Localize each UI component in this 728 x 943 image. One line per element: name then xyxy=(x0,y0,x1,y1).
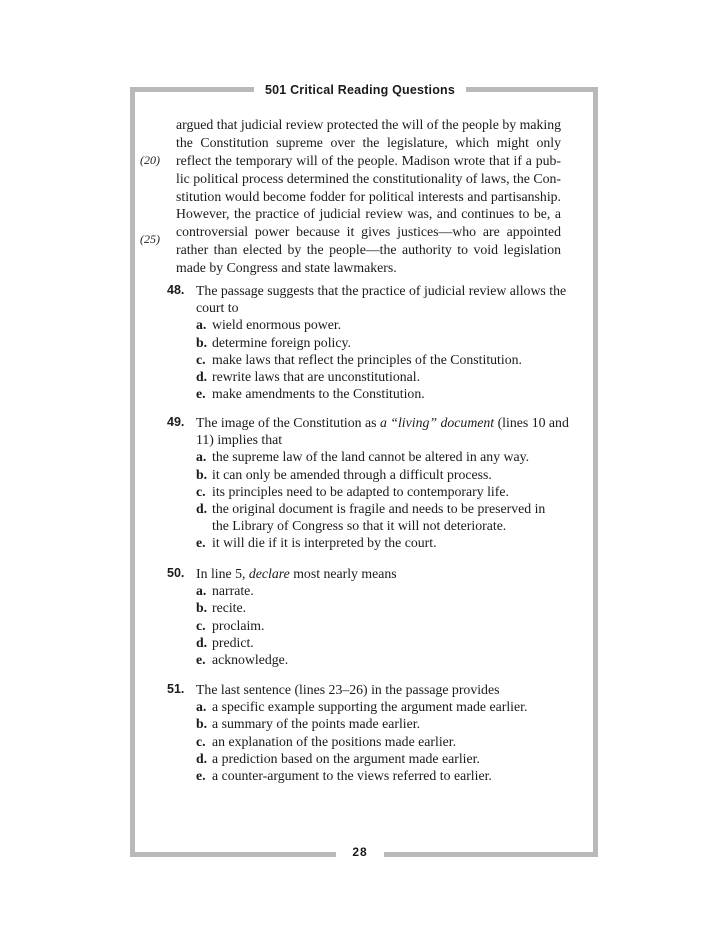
option-a[interactable]: a. a specific example supporting the argument made earlier. xyxy=(196,699,528,715)
passage-text xyxy=(176,116,561,277)
option-b[interactable]: b. determine foreign policy. xyxy=(196,334,351,350)
passage-line: made by Congress and state lawmakers. xyxy=(176,260,397,276)
option-text: the supreme law of the land cannot be altered in any way. xyxy=(212,449,530,465)
passage-line: stitution would become fodder for political interests and partisanship. xyxy=(176,188,561,204)
passage-line: rather than elected by the people—the authority to void legislation xyxy=(176,242,561,258)
option-text: it will die if it is interpreted by the court. xyxy=(212,535,437,551)
option-text-continued: the Library of Congress so that it will not deteriorate. xyxy=(212,518,507,534)
option-text: an explanation of the positions made earlier. xyxy=(212,733,457,749)
line-number-20: (20) xyxy=(140,152,160,167)
question-51 xyxy=(167,681,567,784)
question-number: 50. xyxy=(167,566,185,580)
question-number: 48. xyxy=(167,283,185,297)
option-text: a summary of the points made earlier. xyxy=(212,716,421,732)
option-text: a prediction based on the argument made earlier. xyxy=(212,750,480,766)
option-c[interactable]: c. its principles need to be adapted to contemporary life. xyxy=(196,483,509,499)
option-e[interactable]: e. it will die if it is interpreted by the court. xyxy=(196,535,437,551)
option-text: a specific example supporting the argument made earlier. xyxy=(212,699,528,715)
option-text: predict. xyxy=(212,634,254,650)
page-number: 28 xyxy=(336,843,384,861)
question-stem: In line 5, declare most nearly means xyxy=(196,566,397,581)
passage-line: argued that judicial review protected the will of the people by making xyxy=(176,117,561,132)
option-text: it can only be amended through a difficult process. xyxy=(212,466,492,482)
option-text: make amendments to the Constitution. xyxy=(212,386,425,402)
question-stem: The last sentence (lines 23–26) in the passage provides xyxy=(196,682,500,697)
question-number: 51. xyxy=(167,682,185,696)
option-e[interactable]: e. acknowledge. xyxy=(196,652,289,668)
question-49 xyxy=(167,414,567,552)
option-text: rewrite laws that are unconstitutional. xyxy=(212,369,421,385)
option-a[interactable]: a. the supreme law of the land cannot be altered in any way. xyxy=(196,449,530,465)
option-c[interactable]: c. make laws that reflect the principles of the Constitution. xyxy=(196,351,522,367)
option-text: its principles need to be adapted to contemporary life. xyxy=(212,483,509,499)
option-e[interactable]: e. make amendments to the Constitution. xyxy=(196,386,425,402)
passage-line: However, the practice of judicial review was, and continues to be, a xyxy=(176,206,561,222)
passage-line: the Constitution supreme over the legislature, which might only xyxy=(176,134,561,150)
option-c[interactable]: c. proclaim. xyxy=(196,617,265,633)
option-text: make laws that reflect the principles of the Constitution. xyxy=(212,351,522,367)
line-number-25: (25) xyxy=(140,232,160,247)
option-text: the original document is fragile and needs to be preserved in xyxy=(212,501,546,517)
passage-line: reflect the temporary will of the people. Madison wrote that if a pub- xyxy=(176,152,561,168)
passage-line: controversial power because it gives justices—who are appointed xyxy=(176,224,561,240)
question-stem: The image of the Constitution as a “living” document (lines 10 and xyxy=(196,415,569,430)
question-stem: court to xyxy=(196,300,239,316)
option-text: wield enormous power. xyxy=(212,317,342,333)
option-d[interactable]: d. a prediction based on the argument made earlier. xyxy=(196,750,480,766)
option-b[interactable]: b. recite. xyxy=(196,600,247,616)
question-50 xyxy=(167,565,567,668)
frame-left xyxy=(130,87,135,857)
option-c[interactable]: c. an explanation of the positions made earlier. xyxy=(196,733,457,749)
option-text: narrate. xyxy=(212,583,254,599)
option-a[interactable]: a. narrate. xyxy=(196,583,254,599)
option-text: recite. xyxy=(212,600,247,616)
option-a[interactable]: a. wield enormous power. xyxy=(196,317,342,333)
question-48 xyxy=(167,282,567,402)
question-stem: The passage suggests that the practice of judicial review allows the xyxy=(196,283,567,298)
option-d[interactable]: d. predict. xyxy=(196,634,254,650)
option-d[interactable]: d. rewrite laws that are unconstitutional. xyxy=(196,369,421,385)
question-stem: 11) implies that xyxy=(196,432,283,448)
option-text: determine foreign policy. xyxy=(212,334,351,350)
option-b[interactable]: b. it can only be amended through a difficult process. xyxy=(196,466,492,482)
option-e[interactable]: e. a counter-argument to the views referred to earlier. xyxy=(196,768,492,784)
option-text: proclaim. xyxy=(212,617,265,633)
option-b[interactable]: b. a summary of the points made earlier. xyxy=(196,716,421,732)
frame-right xyxy=(593,87,598,857)
passage-line: lic political process determined the constitutionality of laws, the Con- xyxy=(176,170,561,186)
option-d[interactable]: d. the original document is fragile and needs to be preserved in the Library of Congress so that it will not deteriorate. xyxy=(196,501,546,534)
question-number: 49. xyxy=(167,415,185,429)
running-header: 501 Critical Reading Questions xyxy=(254,80,466,100)
option-text: acknowledge. xyxy=(212,652,289,668)
option-text: a counter-argument to the views referred to earlier. xyxy=(212,768,492,784)
